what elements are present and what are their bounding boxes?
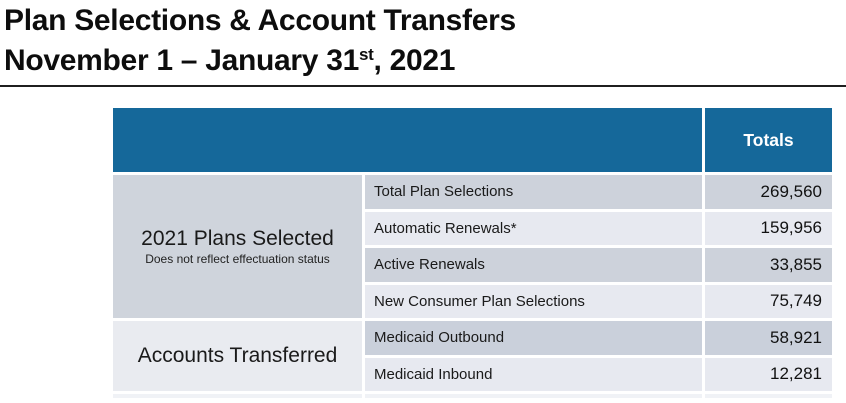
table-bottom-edge <box>365 394 702 398</box>
row-value-active-renewals: 33,855 <box>705 248 832 282</box>
title-line-2 <box>4 41 516 85</box>
row-label-automatic-renewals: Automatic Renewals* <box>365 212 702 246</box>
row-label-medicaid-inbound: Medicaid Inbound <box>365 358 702 392</box>
section-cell-accounts-transferred <box>113 321 362 391</box>
table-bottom-edge <box>113 394 362 398</box>
page-title <box>4 1 516 85</box>
table-header-bar <box>113 108 702 172</box>
title-underline <box>0 85 846 87</box>
row-value-medicaid-inbound: 12,281 <box>705 358 832 392</box>
section-note: Does not reflect effectuation status <box>145 252 330 266</box>
title-ordinal-superscript: st <box>358 45 374 64</box>
title-line-2-text: November 1 – January 31 <box>4 44 359 77</box>
row-value-medicaid-outbound: 58,921 <box>705 321 832 355</box>
section-label: 2021 Plans Selected <box>141 227 334 250</box>
totals-column-header: Totals <box>705 108 832 172</box>
plan-selections-table <box>113 108 832 398</box>
row-value-automatic-renewals: 159,956 <box>705 212 832 246</box>
row-label-active-renewals: Active Renewals <box>365 248 702 282</box>
row-value-total-plan-selections: 269,560 <box>705 175 832 209</box>
row-label-medicaid-outbound: Medicaid Outbound <box>365 321 702 355</box>
table-bottom-edge <box>705 394 832 398</box>
row-label-total-plan-selections: Total Plan Selections <box>365 175 702 209</box>
section-cell-2021-plans-selected <box>113 175 362 318</box>
row-label-new-consumer-plan-selections: New Consumer Plan Selections <box>365 285 702 319</box>
title-line-2-year: , 2021 <box>373 44 456 77</box>
title-line-1: Plan Selections & Account Transfers <box>4 4 516 37</box>
section-label: Accounts Transferred <box>137 344 338 367</box>
row-value-new-consumer-plan-selections: 75,749 <box>705 285 832 319</box>
